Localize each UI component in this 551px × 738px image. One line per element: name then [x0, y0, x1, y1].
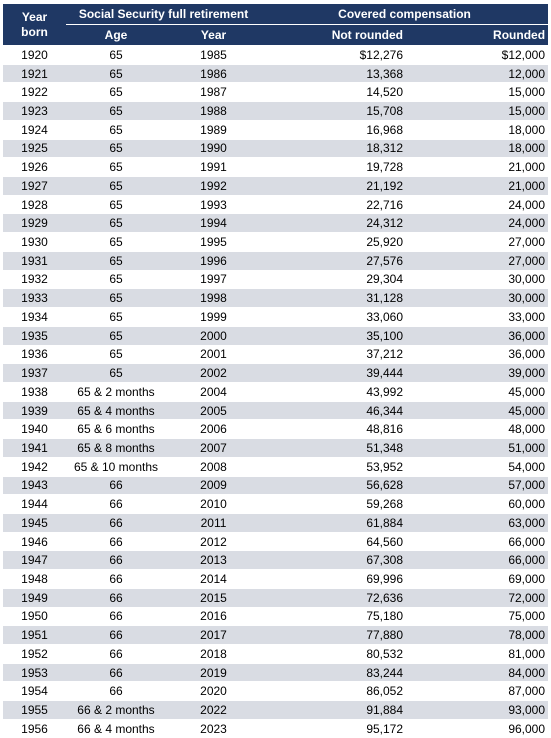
cell-not-rounded: 95,172	[261, 719, 406, 738]
cell-year-born: 1955	[3, 701, 66, 720]
table-row	[3, 645, 548, 664]
cell-year-born: 1942	[3, 457, 66, 476]
cell-year: 2005	[166, 401, 261, 420]
cell-not-rounded: 53,952	[261, 457, 406, 476]
cell-not-rounded: 69,996	[261, 570, 406, 589]
cell-year: 1990	[166, 139, 261, 158]
cell-rounded: 72,000	[406, 588, 548, 607]
cell-not-rounded: 61,884	[261, 513, 406, 532]
header-year: Year	[166, 25, 261, 46]
table-row	[3, 588, 548, 607]
cell-age: 66	[66, 645, 166, 664]
table-row	[3, 308, 548, 327]
cell-year-born: 1953	[3, 663, 66, 682]
table-row	[3, 570, 548, 589]
cell-rounded: 36,000	[406, 345, 548, 364]
cell-year-born: 1941	[3, 439, 66, 458]
cell-rounded: 66,000	[406, 551, 548, 570]
cell-rounded: 45,000	[406, 382, 548, 401]
cell-age: 65	[66, 139, 166, 158]
cell-age: 65	[66, 289, 166, 308]
cell-rounded: 54,000	[406, 457, 548, 476]
cell-year-born: 1920	[3, 46, 66, 65]
cell-year: 2006	[166, 420, 261, 439]
cell-age: 65 & 10 months	[66, 457, 166, 476]
cell-age: 66	[66, 495, 166, 514]
cell-year-born: 1954	[3, 682, 66, 701]
cell-year: 2015	[166, 588, 261, 607]
cell-rounded: 93,000	[406, 701, 548, 720]
cell-not-rounded: 86,052	[261, 682, 406, 701]
cell-year-born: 1935	[3, 326, 66, 345]
cell-year-born: 1936	[3, 345, 66, 364]
cell-year: 2023	[166, 719, 261, 738]
table-row	[3, 251, 548, 270]
table-row	[3, 83, 548, 102]
cell-age: 65	[66, 270, 166, 289]
cell-year-born: 1952	[3, 645, 66, 664]
cell-age: 65	[66, 83, 166, 102]
cell-rounded: 51,000	[406, 439, 548, 458]
table-row	[3, 139, 548, 158]
cell-rounded: 21,000	[406, 177, 548, 196]
cell-age: 65	[66, 46, 166, 65]
cell-year: 1988	[166, 102, 261, 121]
cell-age: 65	[66, 308, 166, 327]
table-row	[3, 102, 548, 121]
table-row	[3, 158, 548, 177]
cell-year: 2012	[166, 532, 261, 551]
table-body	[3, 46, 548, 738]
cell-year-born: 1925	[3, 139, 66, 158]
cell-year: 2009	[166, 476, 261, 495]
cell-year-born: 1924	[3, 120, 66, 139]
cell-year: 2017	[166, 626, 261, 645]
cell-year: 2016	[166, 607, 261, 626]
cell-rounded: 60,000	[406, 495, 548, 514]
cell-not-rounded: 80,532	[261, 645, 406, 664]
cell-year: 2001	[166, 345, 261, 364]
cell-not-rounded: 13,368	[261, 64, 406, 83]
cell-age: 65 & 6 months	[66, 420, 166, 439]
table-row	[3, 214, 548, 233]
cell-rounded: 36,000	[406, 326, 548, 345]
cell-year: 1995	[166, 233, 261, 252]
cell-not-rounded: 91,884	[261, 701, 406, 720]
table-row	[3, 420, 548, 439]
cell-age: 65	[66, 64, 166, 83]
table-row	[3, 345, 548, 364]
cell-not-rounded: 25,920	[261, 233, 406, 252]
cell-age: 66	[66, 682, 166, 701]
cell-year-born: 1927	[3, 177, 66, 196]
cell-year: 1986	[166, 64, 261, 83]
cell-rounded: 12,000	[406, 64, 548, 83]
cell-rounded: 57,000	[406, 476, 548, 495]
cell-year: 2007	[166, 439, 261, 458]
header-year-born	[3, 4, 66, 46]
cell-age: 66	[66, 626, 166, 645]
cell-age: 65 & 2 months	[66, 382, 166, 401]
cell-year-born: 1934	[3, 308, 66, 327]
table-row	[3, 663, 548, 682]
cell-year: 2011	[166, 513, 261, 532]
cell-rounded: 39,000	[406, 364, 548, 383]
table-row	[3, 682, 548, 701]
covered-compensation-table	[3, 4, 548, 738]
header-year-born-line2: born	[21, 25, 48, 39]
cell-not-rounded: 64,560	[261, 532, 406, 551]
table-row	[3, 364, 548, 383]
table-row	[3, 233, 548, 252]
cell-not-rounded: 22,716	[261, 195, 406, 214]
cell-rounded: 45,000	[406, 401, 548, 420]
cell-age: 65	[66, 251, 166, 270]
cell-year-born: 1945	[3, 513, 66, 532]
cell-not-rounded: 33,060	[261, 308, 406, 327]
cell-age: 65	[66, 233, 166, 252]
table-row	[3, 607, 548, 626]
cell-age: 66	[66, 476, 166, 495]
cell-year: 2002	[166, 364, 261, 383]
cell-rounded: $12,000	[406, 46, 548, 65]
cell-age: 65	[66, 326, 166, 345]
cell-year-born: 1932	[3, 270, 66, 289]
header-group-social-security: Social Security full retirement	[66, 4, 261, 25]
cell-year: 1987	[166, 83, 261, 102]
cell-rounded: 15,000	[406, 83, 548, 102]
cell-year: 2022	[166, 701, 261, 720]
table-row	[3, 532, 548, 551]
cell-age: 66	[66, 607, 166, 626]
cell-rounded: 78,000	[406, 626, 548, 645]
cell-rounded: 66,000	[406, 532, 548, 551]
table-row	[3, 551, 548, 570]
cell-age: 65	[66, 195, 166, 214]
table-row	[3, 289, 548, 308]
table-row	[3, 120, 548, 139]
table-row	[3, 513, 548, 532]
cell-rounded: 24,000	[406, 214, 548, 233]
cell-rounded: 30,000	[406, 289, 548, 308]
cell-age: 66 & 4 months	[66, 719, 166, 738]
cell-rounded: 27,000	[406, 233, 548, 252]
cell-age: 65	[66, 158, 166, 177]
cell-not-rounded: 19,728	[261, 158, 406, 177]
cell-not-rounded: 51,348	[261, 439, 406, 458]
cell-year-born: 1939	[3, 401, 66, 420]
cell-year: 1994	[166, 214, 261, 233]
cell-not-rounded: 18,312	[261, 139, 406, 158]
cell-year: 1999	[166, 308, 261, 327]
cell-rounded: 24,000	[406, 195, 548, 214]
cell-year-born: 1951	[3, 626, 66, 645]
cell-not-rounded: 37,212	[261, 345, 406, 364]
cell-not-rounded: $12,276	[261, 46, 406, 65]
cell-year: 1991	[166, 158, 261, 177]
cell-not-rounded: 59,268	[261, 495, 406, 514]
cell-rounded: 30,000	[406, 270, 548, 289]
cell-rounded: 63,000	[406, 513, 548, 532]
cell-year-born: 1947	[3, 551, 66, 570]
cell-year-born: 1921	[3, 64, 66, 83]
cell-rounded: 84,000	[406, 663, 548, 682]
cell-year-born: 1949	[3, 588, 66, 607]
cell-year: 2020	[166, 682, 261, 701]
cell-rounded: 18,000	[406, 120, 548, 139]
cell-not-rounded: 24,312	[261, 214, 406, 233]
cell-year: 2000	[166, 326, 261, 345]
cell-rounded: 27,000	[406, 251, 548, 270]
cell-age: 66 & 2 months	[66, 701, 166, 720]
cell-rounded: 81,000	[406, 645, 548, 664]
cell-not-rounded: 16,968	[261, 120, 406, 139]
cell-not-rounded: 14,520	[261, 83, 406, 102]
cell-age: 65	[66, 102, 166, 121]
cell-not-rounded: 83,244	[261, 663, 406, 682]
cell-not-rounded: 67,308	[261, 551, 406, 570]
cell-year: 2008	[166, 457, 261, 476]
table-row	[3, 270, 548, 289]
cell-year-born: 1933	[3, 289, 66, 308]
cell-year: 2010	[166, 495, 261, 514]
cell-year: 1989	[166, 120, 261, 139]
cell-year: 2004	[166, 382, 261, 401]
cell-not-rounded: 48,816	[261, 420, 406, 439]
cell-not-rounded: 72,636	[261, 588, 406, 607]
table-row	[3, 195, 548, 214]
cell-year: 2014	[166, 570, 261, 589]
cell-age: 66	[66, 570, 166, 589]
cell-year-born: 1930	[3, 233, 66, 252]
cell-age: 65	[66, 364, 166, 383]
cell-year: 1998	[166, 289, 261, 308]
cell-age: 65	[66, 120, 166, 139]
cell-year-born: 1943	[3, 476, 66, 495]
cell-not-rounded: 27,576	[261, 251, 406, 270]
cell-rounded: 69,000	[406, 570, 548, 589]
cell-year-born: 1937	[3, 364, 66, 383]
cell-age: 66	[66, 532, 166, 551]
cell-year: 2019	[166, 663, 261, 682]
cell-not-rounded: 75,180	[261, 607, 406, 626]
cell-year-born: 1926	[3, 158, 66, 177]
cell-not-rounded: 35,100	[261, 326, 406, 345]
cell-year: 1992	[166, 177, 261, 196]
table-header	[3, 4, 548, 46]
cell-year-born: 1929	[3, 214, 66, 233]
table-row	[3, 46, 548, 65]
table-row	[3, 177, 548, 196]
cell-age: 65	[66, 345, 166, 364]
table-row	[3, 326, 548, 345]
cell-age: 66	[66, 588, 166, 607]
cell-year: 2013	[166, 551, 261, 570]
cell-year-born: 1928	[3, 195, 66, 214]
cell-rounded: 75,000	[406, 607, 548, 626]
table-row	[3, 401, 548, 420]
cell-rounded: 87,000	[406, 682, 548, 701]
cell-year-born: 1931	[3, 251, 66, 270]
cell-year-born: 1948	[3, 570, 66, 589]
cell-not-rounded: 21,192	[261, 177, 406, 196]
table-row	[3, 626, 548, 645]
cell-not-rounded: 39,444	[261, 364, 406, 383]
cell-year-born: 1923	[3, 102, 66, 121]
cell-not-rounded: 15,708	[261, 102, 406, 121]
table-row	[3, 476, 548, 495]
header-group-covered-compensation: Covered compensation	[261, 4, 548, 25]
table-row	[3, 439, 548, 458]
table-row	[3, 64, 548, 83]
cell-age: 65 & 4 months	[66, 401, 166, 420]
table-row	[3, 701, 548, 720]
cell-age: 66	[66, 513, 166, 532]
cell-rounded: 18,000	[406, 139, 548, 158]
cell-year-born: 1950	[3, 607, 66, 626]
cell-year: 1985	[166, 46, 261, 65]
cell-age: 66	[66, 551, 166, 570]
cell-rounded: 21,000	[406, 158, 548, 177]
cell-age: 65	[66, 177, 166, 196]
cell-year-born: 1946	[3, 532, 66, 551]
cell-year: 1997	[166, 270, 261, 289]
cell-year: 1993	[166, 195, 261, 214]
cell-not-rounded: 29,304	[261, 270, 406, 289]
table-row	[3, 495, 548, 514]
table-row	[3, 719, 548, 738]
cell-year-born: 1922	[3, 83, 66, 102]
header-year-born-line1: Year	[22, 10, 47, 24]
cell-not-rounded: 77,880	[261, 626, 406, 645]
cell-rounded: 96,000	[406, 719, 548, 738]
table-row	[3, 382, 548, 401]
cell-not-rounded: 31,128	[261, 289, 406, 308]
cell-year: 2018	[166, 645, 261, 664]
cell-year-born: 1944	[3, 495, 66, 514]
cell-age: 65	[66, 214, 166, 233]
header-rounded: Rounded	[406, 25, 548, 46]
cell-rounded: 33,000	[406, 308, 548, 327]
header-not-rounded: Not rounded	[261, 25, 406, 46]
table-row	[3, 457, 548, 476]
header-age: Age	[66, 25, 166, 46]
cell-year-born: 1940	[3, 420, 66, 439]
cell-rounded: 15,000	[406, 102, 548, 121]
cell-year: 1996	[166, 251, 261, 270]
cell-age: 65 & 8 months	[66, 439, 166, 458]
cell-not-rounded: 43,992	[261, 382, 406, 401]
cell-year-born: 1938	[3, 382, 66, 401]
cell-year-born: 1956	[3, 719, 66, 738]
cell-not-rounded: 56,628	[261, 476, 406, 495]
cell-rounded: 48,000	[406, 420, 548, 439]
cell-not-rounded: 46,344	[261, 401, 406, 420]
cell-age: 66	[66, 663, 166, 682]
